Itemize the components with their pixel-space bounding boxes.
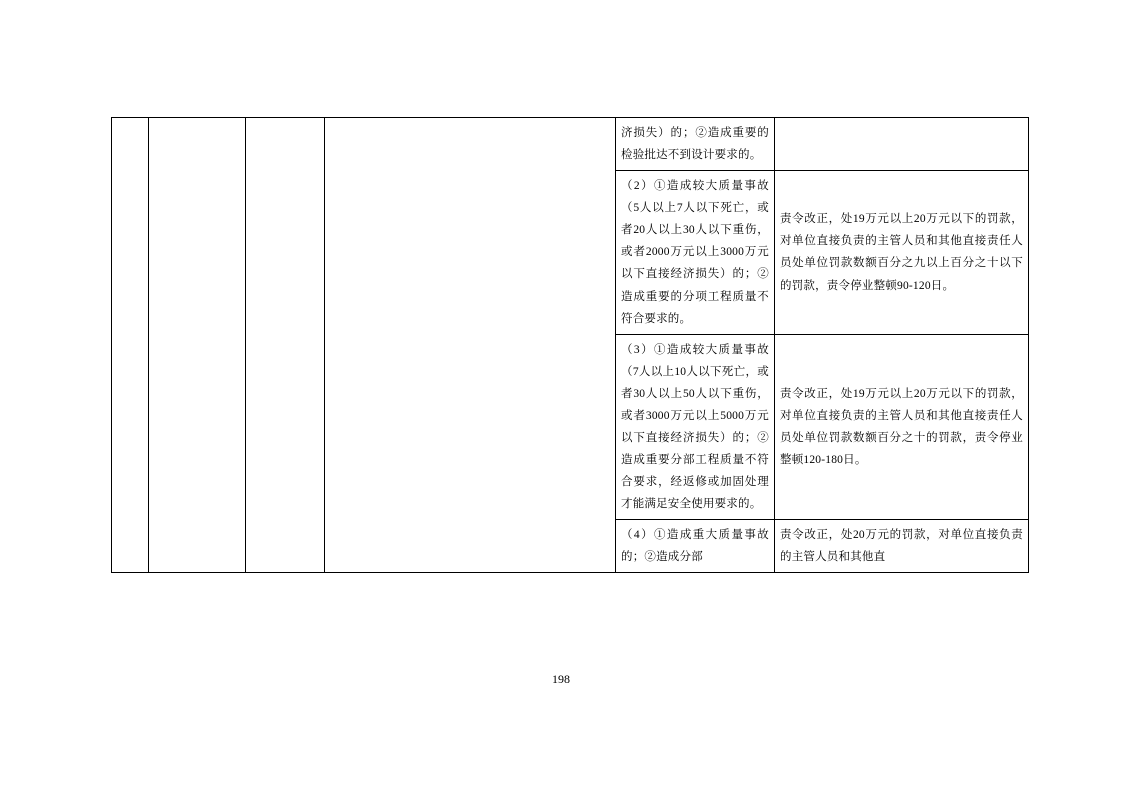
table-cell-subcategory (246, 118, 325, 573)
table-cell-category (149, 118, 246, 573)
cell-text: 济损失）的；②造成重要的检验批达不到设计要求的。 (621, 127, 769, 162)
cell-text (246, 118, 324, 126)
cell-text (149, 118, 245, 126)
cell-text: 责令改正，处20万元的罚款，对单位直接负责的主管人员和其他直 (780, 529, 1023, 564)
table-cell-description (325, 118, 616, 573)
penalty-table (111, 117, 1029, 573)
cell-text (775, 118, 1028, 126)
cell-text: （3）①造成较大质量事故（7人以上10人以下死亡，或者30人以上50人以下重伤，或者3000万元以上5000万元以下直接经济损失）的；②造成重要分部工程质量不符合要求，经返修或加固处理才能满足安全使用要求的。 (621, 343, 769, 511)
table-cell-circumstance (616, 118, 775, 171)
cell-text (325, 118, 615, 126)
cell-text: 责令改正，处19万元以上20万元以下的罚款，对单位直接负责的主管人员和其他直接责任人员处单位罚款数额百分之十的罚款，责令停业整顿120-180日。 (780, 387, 1023, 467)
table-cell-penalty (775, 171, 1029, 335)
cell-text: （2）①造成较大质量事故（5人以上7人以下死亡，或者20人以上30人以下重伤，或者2000万元以上3000万元以下直接经济损失）的；②造成重要的分项工程质量不符合要求的。 (621, 180, 769, 325)
table-cell-circumstance (616, 171, 775, 335)
table-cell-penalty (775, 334, 1029, 520)
table-row (112, 118, 1029, 171)
cell-text: （4）①造成重大质量事故的；②造成分部 (621, 529, 769, 564)
table-cell-circumstance (616, 334, 775, 520)
cell-text (112, 118, 148, 126)
table-cell-penalty (775, 118, 1029, 171)
table-cell-penalty (775, 520, 1029, 573)
page-number: 198 (552, 672, 570, 686)
table-cell-index (112, 118, 149, 573)
cell-text: 责令改正，处19万元以上20万元以下的罚款，对单位直接负责的主管人员和其他直接责任人员处单位罚款数额百分之九以上百分之十以下的罚款，责令停业整顿90-120日。 (780, 213, 1023, 292)
table-cell-circumstance (616, 520, 775, 573)
